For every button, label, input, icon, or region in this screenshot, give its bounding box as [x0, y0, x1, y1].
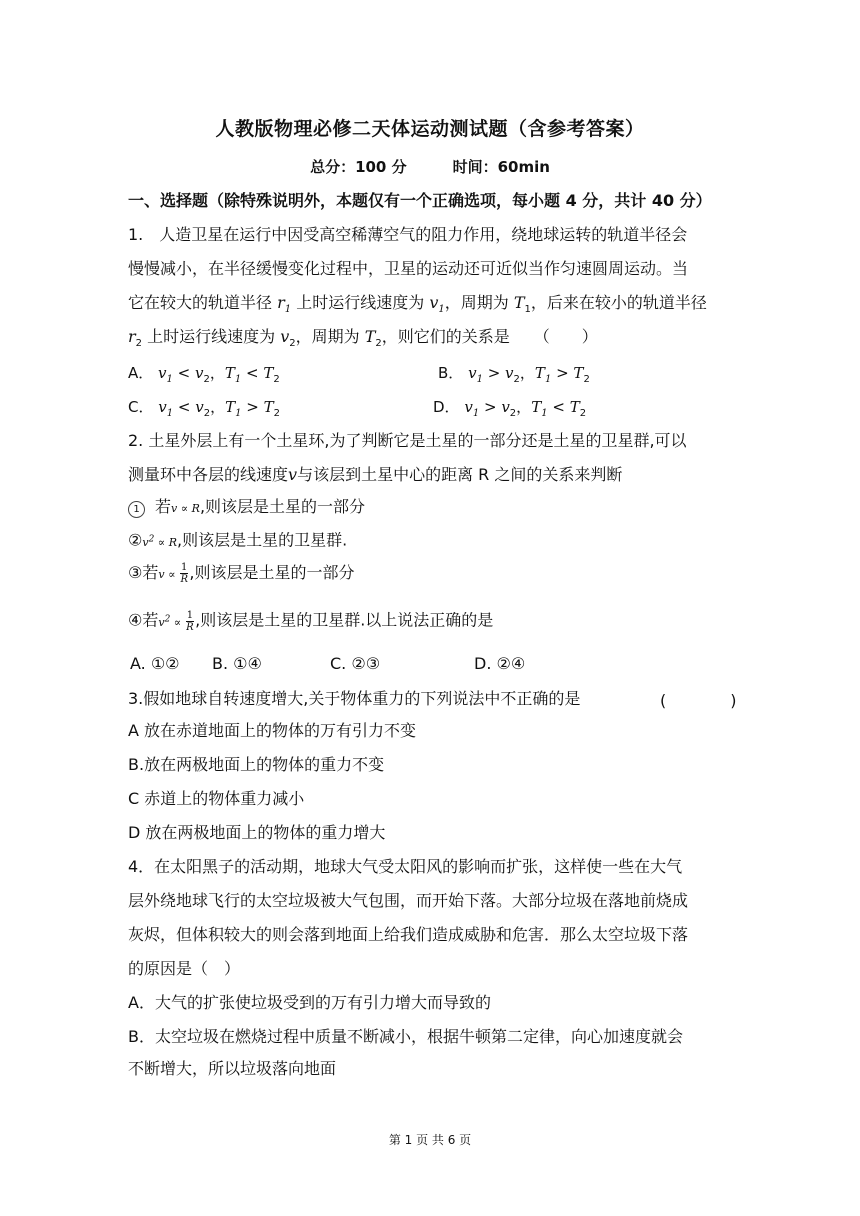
q3-option-b: B.放在两极地面上的物体的重力不变	[128, 755, 385, 774]
q1-line-4: $r_2$ 上时运行线速度为 $v_2$，周期为 $T_2$，则它们的关系是 （ ）	[128, 327, 598, 350]
q3-option-d: D 放在两极地面上的物体的重力增大	[128, 823, 386, 842]
page-footer: 第 1 页 共 6 页	[388, 1133, 472, 1147]
q1-option-c: C． $v_1 < v_2$，$T_1 > T_2$	[128, 398, 280, 419]
q4-line-2: 层外绕地球飞行的太空垃圾被大气包围，而开始下落。大部分垃圾在落地前烧成	[128, 891, 689, 910]
q4-option-b-line-1: B．太空垃圾在燃烧过程中质量不断减小，根据牛顿第二定律，向心加速度就会	[128, 1027, 683, 1046]
q4-line-3: 灰烬，但体积较大的则会落到地面上给我们造成威胁和危害．那么太空垃圾下落	[128, 925, 689, 944]
q2-line-2: 测量环中各层的线速度v与该层到土星中心的距离 R 之间的关系来判断	[128, 465, 623, 484]
q1-line-2: 慢慢减小，在半径缓慢变化过程中，卫星的运动还可近似当作匀速圆周运动。当	[128, 259, 689, 278]
q3-option-a: A 放在赤道地面上的物体的万有引力不变	[128, 721, 417, 740]
q3-answer-paren: ( )	[660, 691, 737, 710]
q2-option-a: A. ①②	[130, 654, 180, 673]
q4-line-1: 4．在太阳黑子的活动期，地球大气受太阳风的影响而扩张，这样使一些在大气	[128, 857, 683, 876]
q2-statement-4: ④若$v^2$ ∝ $\frac{1}{R}$ ,则该层是土星的卫星群.以上说法正确的是	[128, 609, 494, 633]
q1-option-b: B． $v_1 > v_2$，$T_1 > T_2$	[438, 364, 590, 385]
q3-stem: 3.假如地球自转速度增大,关于物体重力的下列说法中不正确的是	[128, 689, 581, 708]
q2-statement-3: ③若v ∝ $\frac{1}{R}$ ,则该层是土星的一部分	[128, 562, 355, 585]
q2-line-1: 2. 土星外层上有一个土星环,为了判断它是土星的一部分还是土星的卫星群,可以	[128, 431, 687, 450]
q1-option-a: A． $v_1 < v_2$，$T_1 < T_2$	[128, 364, 280, 385]
q1-line-1: 1. 人造卫星在运行中因受高空稀薄空气的阻力作用，绕地球运转的轨道半径会	[128, 225, 688, 244]
q2-option-b: B. ①④	[212, 654, 262, 673]
q2-statement-1: 1 若v ∝ R,则该层是土星的一部分	[128, 496, 738, 520]
q1-line-3: 它在较大的轨道半径 $r_1$ 上时运行线速度为 $v_1$，周期为 $T_1$，后来在较小的轨道半径	[128, 293, 707, 316]
q4-option-a: A．大气的扩张使垃圾受到的万有引力增大而导致的	[128, 993, 491, 1012]
exam-time: 时间：60min	[452, 158, 550, 176]
total-score: 总分：100 分	[310, 158, 407, 176]
q2-option-c: C. ②③	[330, 654, 381, 673]
q4-option-b-line-2: 不断增大，所以垃圾落向地面	[128, 1059, 337, 1078]
section-heading: 一、选择题（除特殊说明外，本题仅有一个正确选项，每小题 4 分，共计 40 分）	[128, 191, 712, 210]
q4-line-4: 的原因是（ ）	[128, 959, 241, 978]
q3-option-c: C 赤道上的物体重力减小	[128, 789, 305, 808]
page-title: 人教版物理必修二天体运动测试题（含参考答案）	[215, 118, 645, 140]
q2-option-d: D. ②④	[474, 654, 526, 673]
q1-option-d: D． $v_1 > v_2$，$T_1 < T_2$	[433, 398, 587, 419]
q2-statement-2: $②v^2 \propto R$,则该层是土星的卫星群.	[128, 530, 348, 550]
exam-meta	[0, 156, 860, 177]
